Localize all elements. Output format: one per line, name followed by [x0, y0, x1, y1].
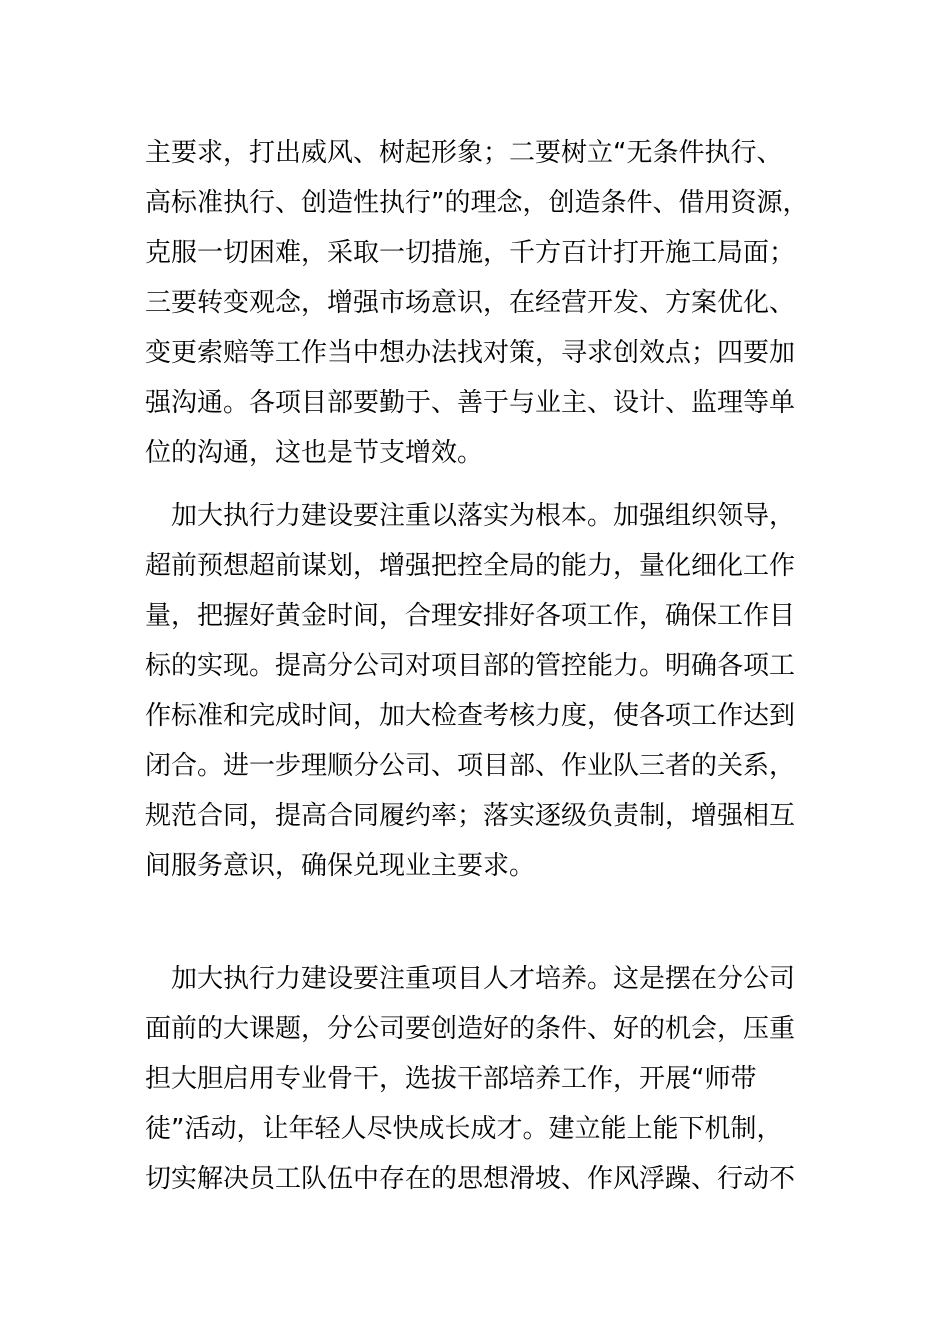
text-line: 加大执行力建设要注重项目人才培养。这是摆在分公司	[145, 964, 796, 994]
text-line: 加大执行力建设要注重以落实为根本。加强组织领导，	[145, 501, 796, 531]
text-line: 徒”活动，让年轻人尽快成长成才。建立能上能下机制，	[145, 1114, 783, 1144]
text-line: 高标准执行、创造性执行”的理念，创造条件、借用资源，	[145, 188, 809, 218]
text-line: 克服一切困难，采取一切措施，千方百计打开施工局面；	[145, 238, 796, 268]
text-line: 量，把握好黄金时间，合理安排好各项工作，确保工作目	[145, 601, 796, 631]
text-line: 变更索赔等工作当中想办法找对策，寻求创效点；四要加	[145, 338, 796, 368]
text-line: 间服务意识，确保兑现业主要求。	[145, 851, 536, 881]
text-line: 担大胆启用专业骨干，选拔干部培养工作，开展“师带	[145, 1064, 757, 1094]
text-line	[145, 891, 805, 941]
text-line: 面前的大课题，分公司要创造好的条件、好的机会，压重	[145, 1014, 796, 1044]
paragraph-3	[145, 954, 805, 1204]
text-line: 切实解决员工队伍中存在的思想滑坡、作风浮躁、行动不	[145, 1164, 796, 1194]
document-body	[145, 128, 809, 1204]
text-line: 三要转变观念，增强市场意识，在经营开发、方案优化、	[145, 288, 796, 318]
paragraph-2	[145, 491, 805, 941]
paragraph-spacer	[145, 478, 805, 491]
text-line: 规范合同，提高合同履约率；落实逐级负责制，增强相互	[145, 801, 796, 831]
paragraph-spacer	[145, 941, 805, 954]
text-line: 标的实现。提高分公司对项目部的管控能力。明确各项工	[145, 651, 796, 681]
text-line: 作标准和完成时间，加大检查考核力度，使各项工作达到	[145, 701, 796, 731]
text-line: 闭合。进一步理顺分公司、项目部、作业队三者的关系，	[145, 751, 796, 781]
text-line: 超前预想超前谋划，增强把控全局的能力，量化细化工作	[145, 551, 796, 581]
text-line: 位的沟通，这也是节支增效。	[145, 438, 484, 468]
text-line: 主要求，打出威风、树起形象；二要树立“无条件执行、	[145, 138, 783, 168]
text-line: 强沟通。各项目部要勤于、善于与业主、设计、监理等单	[145, 388, 796, 418]
paragraph-1	[145, 128, 809, 478]
